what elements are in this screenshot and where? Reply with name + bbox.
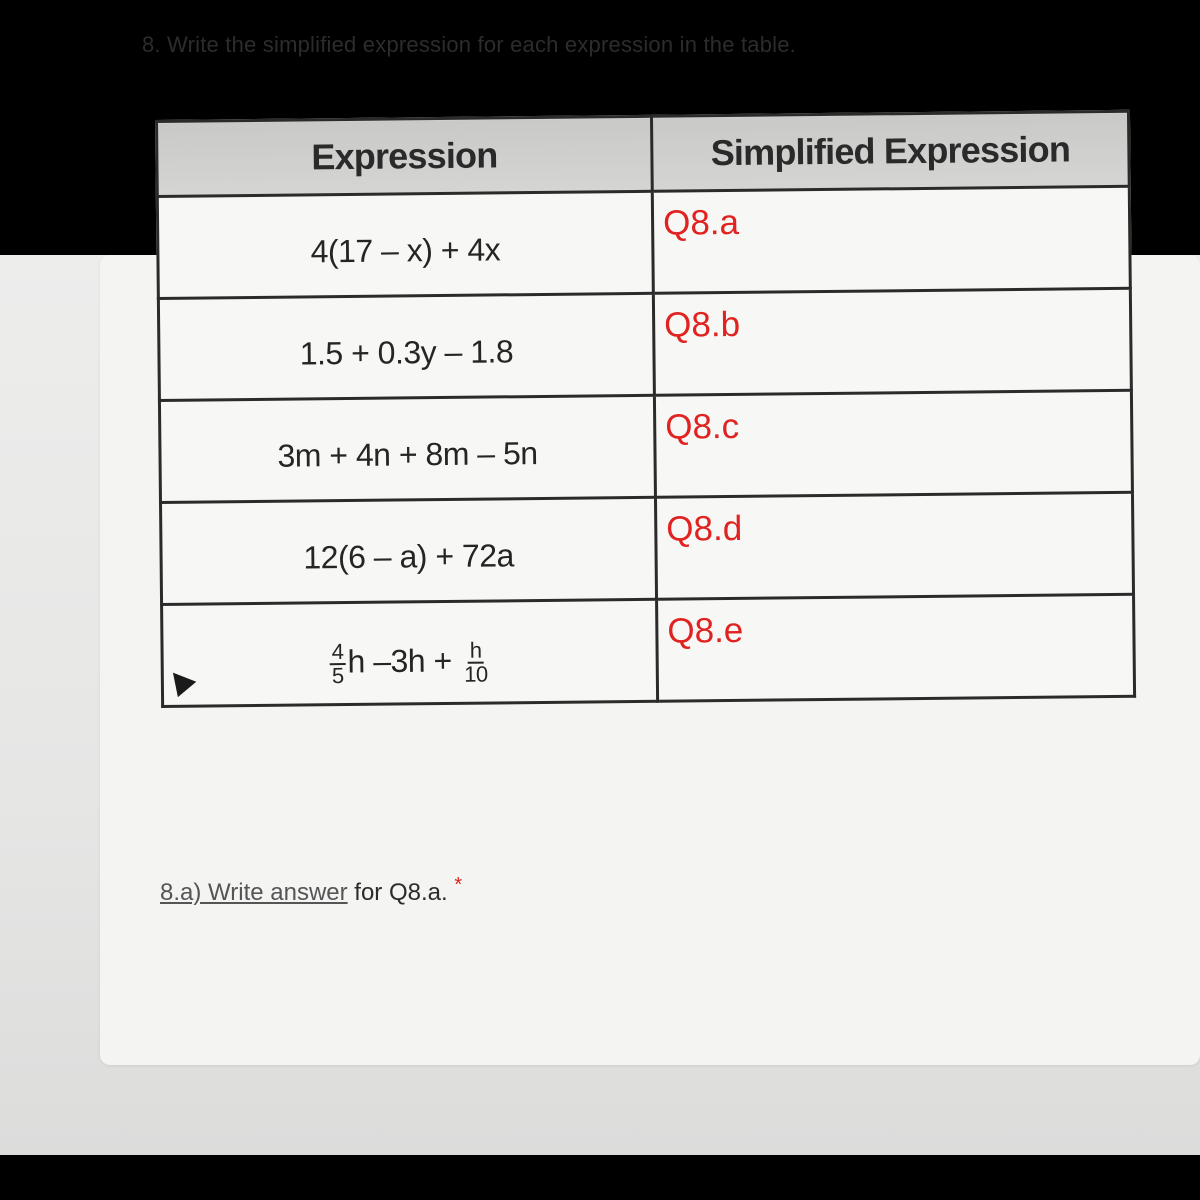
fraction-expression [328, 637, 492, 689]
expression-text: 12(6 – a) + 72a [303, 537, 514, 576]
answer-cell [657, 594, 1135, 701]
expression-cell [161, 497, 657, 604]
answer-cell [652, 186, 1130, 293]
fraction-numerator: 4 [330, 641, 346, 665]
expression-text: 4(17 – x) + 4x [310, 231, 501, 270]
next-question-rest: for Q8.a. [347, 879, 448, 906]
answer-cell [653, 288, 1131, 395]
fraction-h-tenths [462, 637, 490, 687]
answer-label: Q8.b [663, 304, 741, 345]
table-row [161, 492, 1134, 604]
table-row [158, 288, 1131, 400]
table-row [157, 186, 1130, 298]
answer-label: Q8.e [667, 610, 744, 651]
table-header-row [157, 111, 1130, 196]
answer-label: Q8.c [665, 406, 740, 447]
expression-text: 1.5 + 0.3y – 1.8 [299, 333, 514, 372]
expression-cell [158, 293, 654, 400]
simplified-header: Simplified Expression [651, 111, 1129, 191]
expression-cell [157, 191, 653, 298]
fraction-denominator: 10 [464, 661, 488, 687]
expression-header: Expression [157, 116, 653, 196]
expression-table-image [155, 110, 1151, 730]
next-question-prefix: 8.a) Write answer [160, 879, 348, 906]
table-row [159, 390, 1132, 502]
answer-label: Q8.d [666, 508, 743, 549]
required-asterisk: * [454, 874, 463, 896]
table-row [162, 594, 1135, 706]
question-title: 8. Write the simplified expression for each expression in the table. [142, 32, 796, 57]
expression-text: 3m + 4n + 8m – 5n [277, 435, 538, 474]
answer-label: Q8.a [662, 202, 740, 243]
bottom-frame [0, 1155, 1200, 1200]
answer-cell [655, 492, 1133, 599]
expression-table [155, 110, 1136, 708]
fraction-four-fifths [330, 641, 346, 687]
next-question-title [160, 874, 462, 907]
next-question-card [112, 808, 1200, 928]
answer-cell [654, 390, 1132, 497]
fraction-denominator: 5 [331, 663, 344, 689]
expression-middle: h –3h + [347, 642, 452, 680]
expression-cell [159, 395, 655, 502]
fraction-numerator: h [468, 640, 484, 664]
expression-cell [162, 599, 658, 706]
